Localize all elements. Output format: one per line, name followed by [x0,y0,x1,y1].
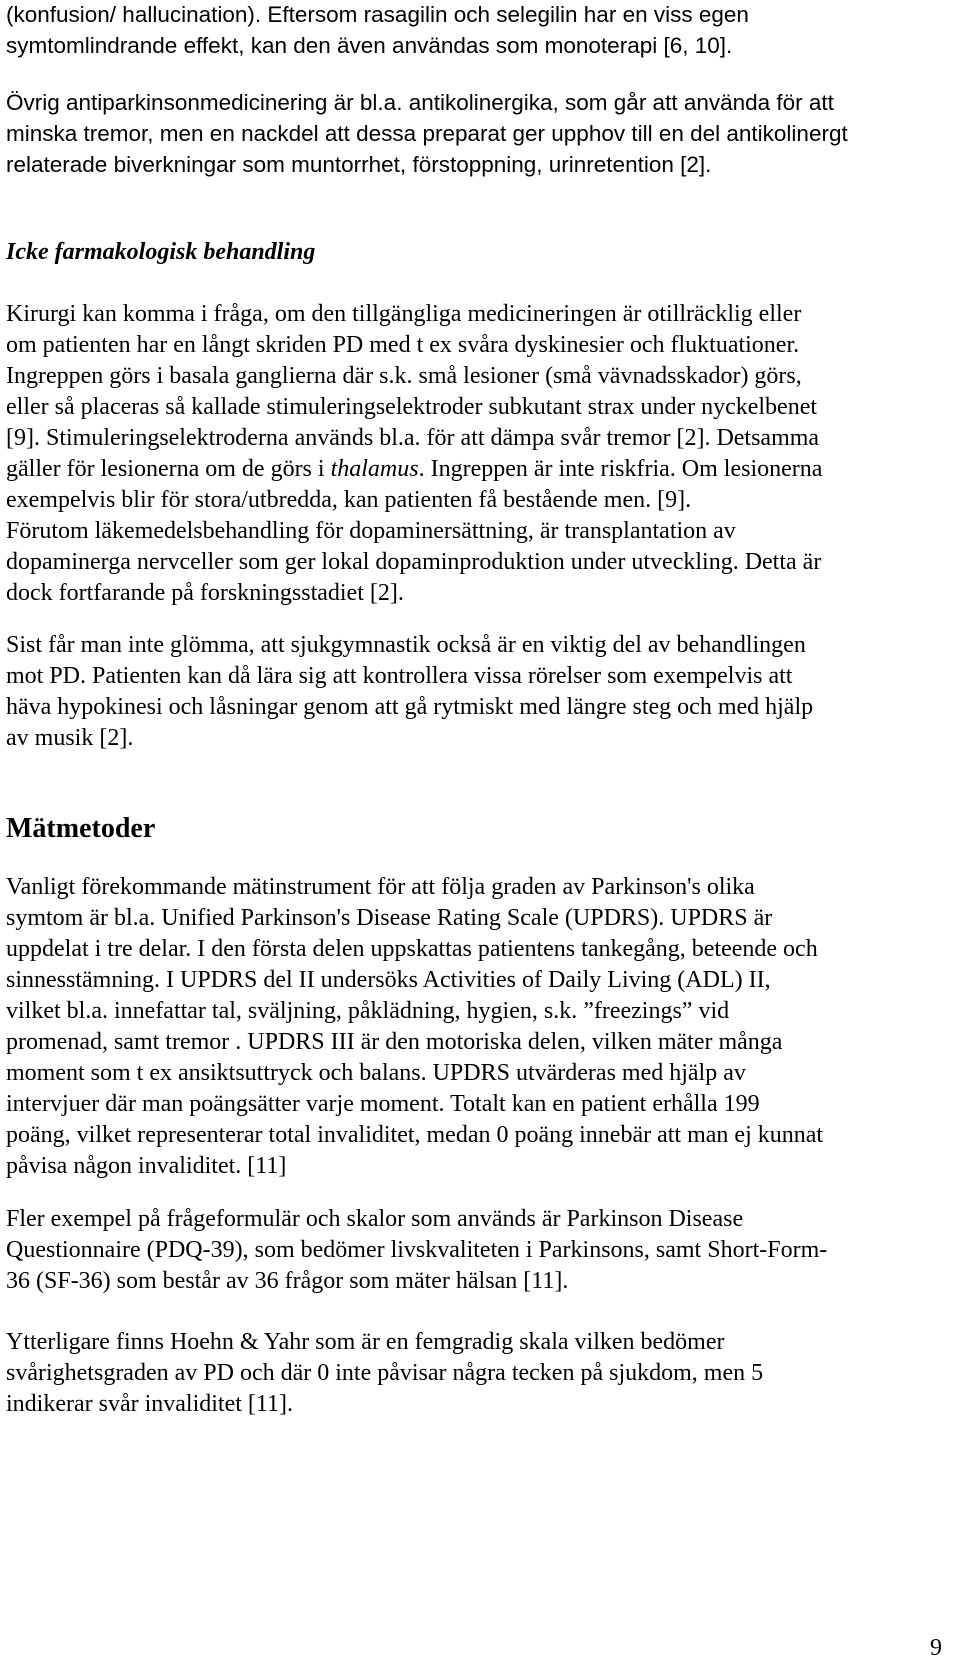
paragraph-sjukgymnastik [6,630,956,754]
text-line: dock fortfarande på forskningsstadiet [2]. [6,580,404,606]
text-line: symtomlindrande effekt, kan den även användas som monoterapi [6, 10]. [6,32,733,58]
text-line: indikerar svår invaliditet [11]. [6,1391,294,1417]
text-line: relaterade biverkningar som muntorrhet, förstoppning, urinretention [2]. [6,151,712,177]
text-line: eller så placeras så kallade stimuleringselektroder subkutant strax under nyckelbenet [6,394,818,420]
text-line: symtom är bl.a. Unified Parkinson's Disease Rating Scale (UPDRS). UPDRS är [6,905,773,931]
text-line: Sist får man inte glömma, att sjukgymnastik också är en viktig del av behandlingen [6,632,806,658]
text-line [6,454,956,485]
text-line: Övrig antiparkinsonmedicinering är bl.a. antikolinergika, som går att använda för att [6,90,834,115]
text-run: . Ingreppen är inte riskfria. Om lesionerna [418,456,823,482]
text-line: häva hypokinesi och låsningar genom att gå rytmiskt med längre steg och med hjälp [6,694,814,720]
text-line: poäng, vilket representerar total invaliditet, medan 0 poäng innebär att man ej kunnat [6,1122,824,1148]
page-number: 9 [930,1635,942,1661]
text-line: mot PD. Patienten kan då lära sig att kontrollera vissa rörelser som exempelvis att [6,663,793,689]
paragraph-updrs [6,872,956,1182]
paragraph-antikolinergika [6,88,956,180]
section-heading-matmetoder: Mätmetoder [6,813,156,844]
text-line: Ytterligare finns Hoehn & Yahr som är en femgradig skala vilken bedömer [6,1329,725,1355]
text-line: moment som t ex ansiktsuttryck och balans. UPDRS utvärderas med hjälp av [6,1060,746,1086]
text-line: vilket bl.a. innefattar tal, sväljning, påklädning, hygien, s.k. ”freezings” vid [6,998,730,1024]
text-line: Kirurgi kan komma i fråga, om den tillgängliga medicineringen är otillräcklig eller [6,301,802,327]
text-line: sinnesstämning. I UPDRS del II undersöks Activities of Daily Living (ADL) II, [6,967,771,993]
text-run: gäller för lesionerna om de görs i [6,456,331,482]
text-line: [9]. Stimuleringselektroderna används bl.a. för att dämpa svår tremor [2]. Detsamma [6,425,820,451]
section-heading-icke-farmakologisk: Icke farmakologisk behandling [6,239,316,265]
paragraph-hoehn-yahr [6,1327,956,1420]
text-line: Fler exempel på frågeformulär och skalor som används är Parkinson Disease [6,1206,744,1232]
text-line: Ingreppen görs i basala ganglierna där s.k. små lesioner (små vävnadsskador) görs, [6,363,802,389]
text-line: minska tremor, men en nackdel att dessa preparat ger upphov till en del antikolinergt [6,120,848,146]
text-line: Vanligt förekommande mätinstrument för att följa graden av Parkinson's olika [6,874,755,900]
paragraph-rasagilin [6,0,956,62]
text-line: promenad, samt tremor . UPDRS III är den motoriska delen, vilken mäter många [6,1029,783,1055]
text-line: uppdelat i tre delar. I den första delen uppskattas patientens tankegång, beteende och [6,936,818,962]
text-line: 36 (SF-36) som består av 36 frågor som mäter hälsan [11]. [6,1268,569,1294]
text-line: om patienten har en långt skriden PD med t ex svåra dyskinesier och fluktuationer. [6,332,800,358]
paragraph-pdq [6,1204,956,1297]
text-line: svårighetsgraden av PD och där 0 inte påvisar några tecken på sjukdom, men 5 [6,1360,764,1386]
text-line: påvisa någon invaliditet. [11] [6,1153,287,1179]
text-line: (konfusion/ hallucination). Eftersom rasagilin och selegilin har en viss egen [6,2,749,27]
paragraph-kirurgi [6,299,956,609]
text-line: Förutom läkemedelsbehandling för dopaminersättning, är transplantation av [6,518,736,544]
text-line: dopaminerga nervceller som ger lokal dopaminproduktion under utveckling. Detta är [6,549,822,575]
text-line: exempelvis blir för stora/utbredda, kan patienten få bestående men. [9]. [6,487,692,513]
text-line: intervjuer där man poängsätter varje moment. Totalt kan en patient erhålla 199 [6,1091,760,1117]
text-line: av musik [2]. [6,725,134,751]
italic-term-thalamus: thalamus [330,456,419,482]
text-line: Questionnaire (PDQ-39), som bedömer livskvaliteten i Parkinsons, samt Short-Form- [6,1237,828,1263]
